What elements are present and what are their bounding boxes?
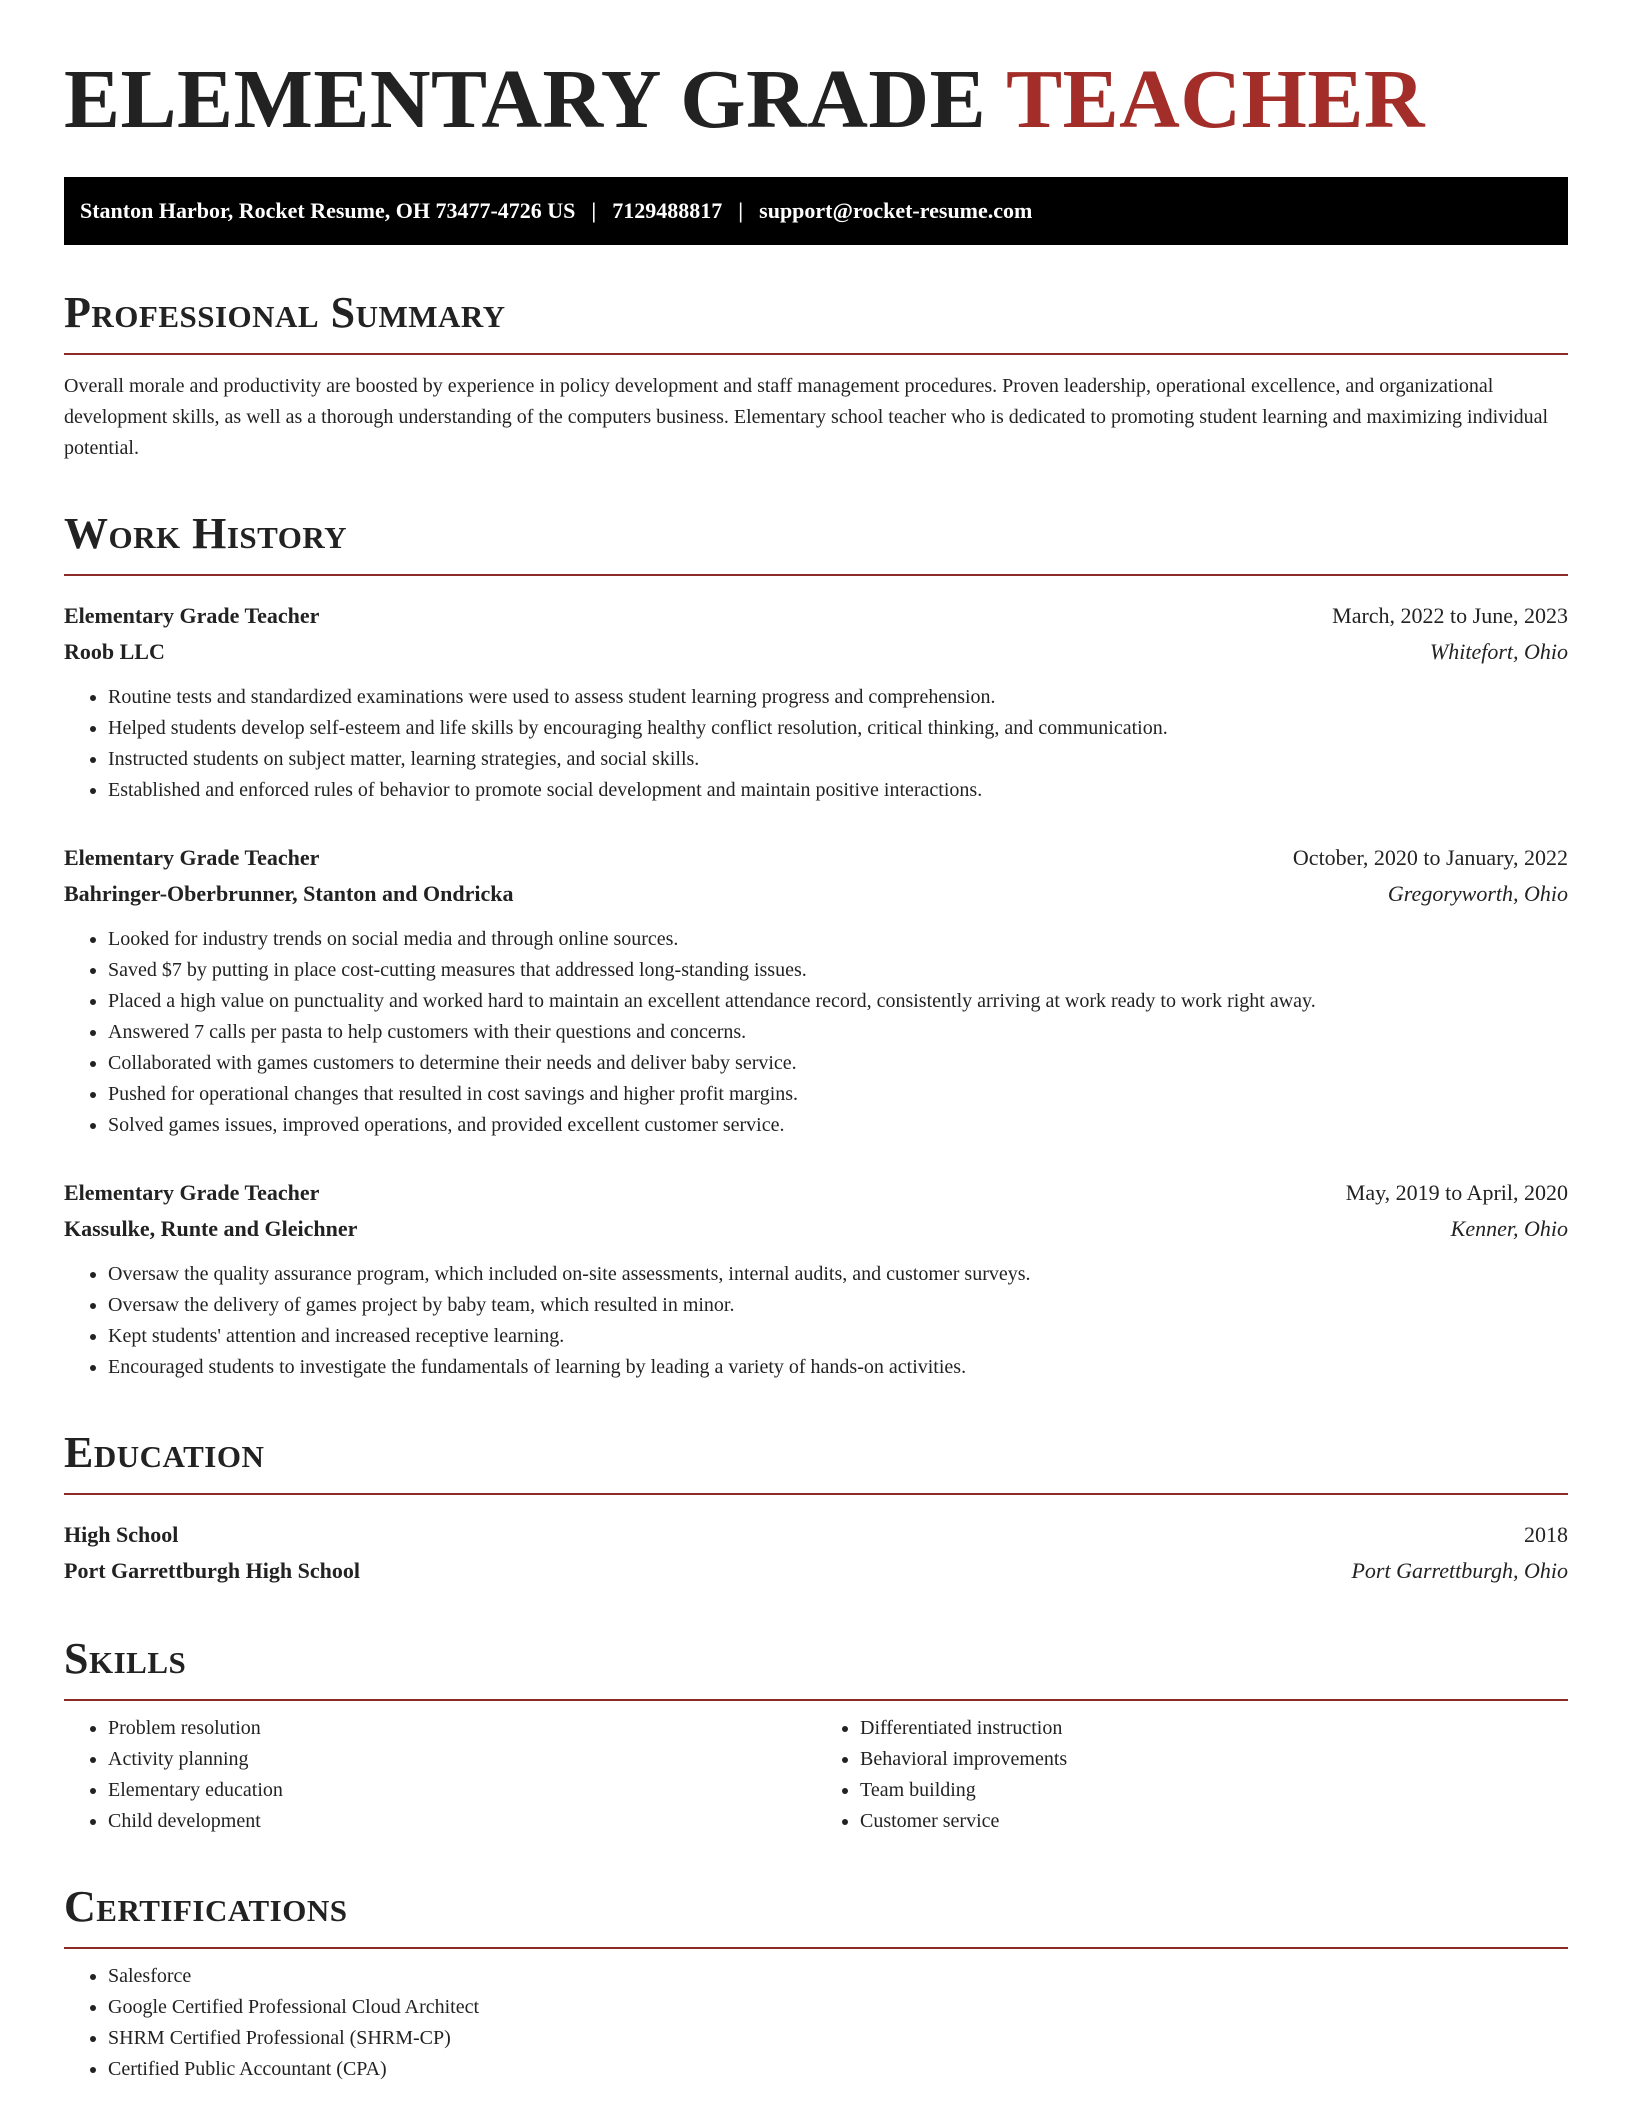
contact-phone: 7129488817 [612,198,723,224]
summary-text: Overall morale and productivity are boosted by experience in policy development and staff management procedures. Proven leadership, operational excellence, and organizational development skills, as well as a thorough understanding of the computers business. Elementary school teacher who is dedicated to promoting student learning and maximizing individual potential. [64,375,1549,460]
contact-separator: | [738,198,744,224]
contact-bar [64,177,1568,245]
job-bullet: • Encouraged students to investigate the fundamentals of learning by leading a variety of hands-on activities. [108,1352,1568,1383]
work-history-heading: Work History [64,512,1568,576]
job-bullet: • Oversaw the quality assurance program, which included on-site assessments, internal audits, and customer surveys. [108,1259,1568,1290]
skill-item: • Customer service [860,1806,1568,1837]
skill-item: • Differentiated instruction [860,1713,1568,1744]
job-dates: October, 2020 to January, 2022 [1292,845,1568,871]
job-location: Gregoryworth, Ohio [1387,881,1568,907]
job-location: Kenner, Ohio [1450,1216,1568,1242]
education-school: Port Garrettburgh High School [64,1558,360,1584]
job-bullet: • Established and enforced rules of behavior to promote social development and maintain positive interactions. [108,775,1568,806]
job-bullet: • Collaborated with games customers to determine their needs and deliver baby service. [108,1048,1568,1079]
contact-separator: | [591,198,597,224]
job-dates: March, 2022 to June, 2023 [1332,603,1568,629]
job-entry [64,598,1568,806]
job-bullet: • Oversaw the delivery of games project by baby team, which resulted in minor. [108,1290,1568,1321]
job-bullet: • Kept students' attention and increased receptive learning. [108,1321,1568,1352]
education-year: 2018 [1524,1522,1568,1548]
job-title: Elementary Grade Teacher [64,603,320,629]
skill-item: • Activity planning [108,1744,816,1775]
job-entry [64,1175,1568,1383]
job-bullet: • Solved games issues, improved operations, and provided excellent customer service. [108,1110,1568,1141]
job-bullet: • Answered 7 calls per pasta to help customers with their questions and concerns. [108,1017,1568,1048]
skill-item: • Problem resolution [108,1713,816,1744]
job-entry [64,840,1568,1141]
skill-item: • Team building [860,1775,1568,1806]
skill-item: • Elementary education [108,1775,816,1806]
contact-address: Stanton Harbor, Rocket Resume, OH 73477-4726 US [80,198,576,224]
certification-item: • Salesforce [108,1961,1568,1992]
job-title: Elementary Grade Teacher [64,845,320,871]
certifications-heading: Certifications [64,1885,1568,1949]
resume-title [64,50,1568,149]
skill-item: • Child development [108,1806,816,1837]
job-bullets [64,682,1568,806]
summary-heading: Professional Summary [64,291,1568,355]
education-degree: High School [64,1522,179,1548]
job-company: Bahringer-Oberbrunner, Stanton and Ondricka [64,881,514,907]
job-bullet: • Instructed students on subject matter, learning strategies, and social skills. [108,744,1568,775]
certification-item: • SHRM Certified Professional (SHRM-CP) [108,2023,1568,2054]
skills-columns [64,1713,1568,1837]
job-bullet: • Helped students develop self-esteem and life skills by encouraging healthy conflict resolution, critical thinking, and communication. [108,713,1568,744]
job-title: Elementary Grade Teacher [64,1180,320,1206]
skill-item: • Behavioral improvements [860,1744,1568,1775]
skills-right-column [816,1713,1568,1837]
job-company: Roob LLC [64,639,165,665]
skills-left-column [64,1713,816,1837]
job-location: Whitefort, Ohio [1429,639,1568,665]
job-dates: May, 2019 to April, 2020 [1345,1180,1568,1206]
job-bullets [64,1259,1568,1383]
skills-heading: Skills [64,1637,1568,1701]
title-main: ELEMENTARY GRADE [64,53,1007,146]
education-entry [64,1517,1568,1589]
job-bullet: • Looked for industry trends on social media and through online sources. [108,924,1568,955]
title-accent: TEACHER [1006,53,1426,146]
education-heading: Education [64,1431,1568,1495]
job-company: Kassulke, Runte and Gleichner [64,1216,358,1242]
certification-item: • Certified Public Accountant (CPA) [108,2054,1568,2085]
job-bullet: • Saved $7 by putting in place cost-cutting measures that addressed long-standing issues. [108,955,1568,986]
job-bullets [64,924,1568,1141]
job-bullet: • Routine tests and standardized examinations were used to assess student learning progress and comprehension. [108,682,1568,713]
education-location: Port Garrettburgh, Ohio [1351,1558,1568,1584]
certification-item: • Google Certified Professional Cloud Architect [108,1992,1568,2023]
contact-email: support@rocket-resume.com [759,198,1033,224]
job-bullet: • Pushed for operational changes that resulted in cost savings and higher profit margins. [108,1079,1568,1110]
certifications-list [64,1961,1568,2085]
job-bullet: • Placed a high value on punctuality and worked hard to maintain an excellent attendance record, consistently arriving at work ready to work right away. [108,986,1568,1017]
